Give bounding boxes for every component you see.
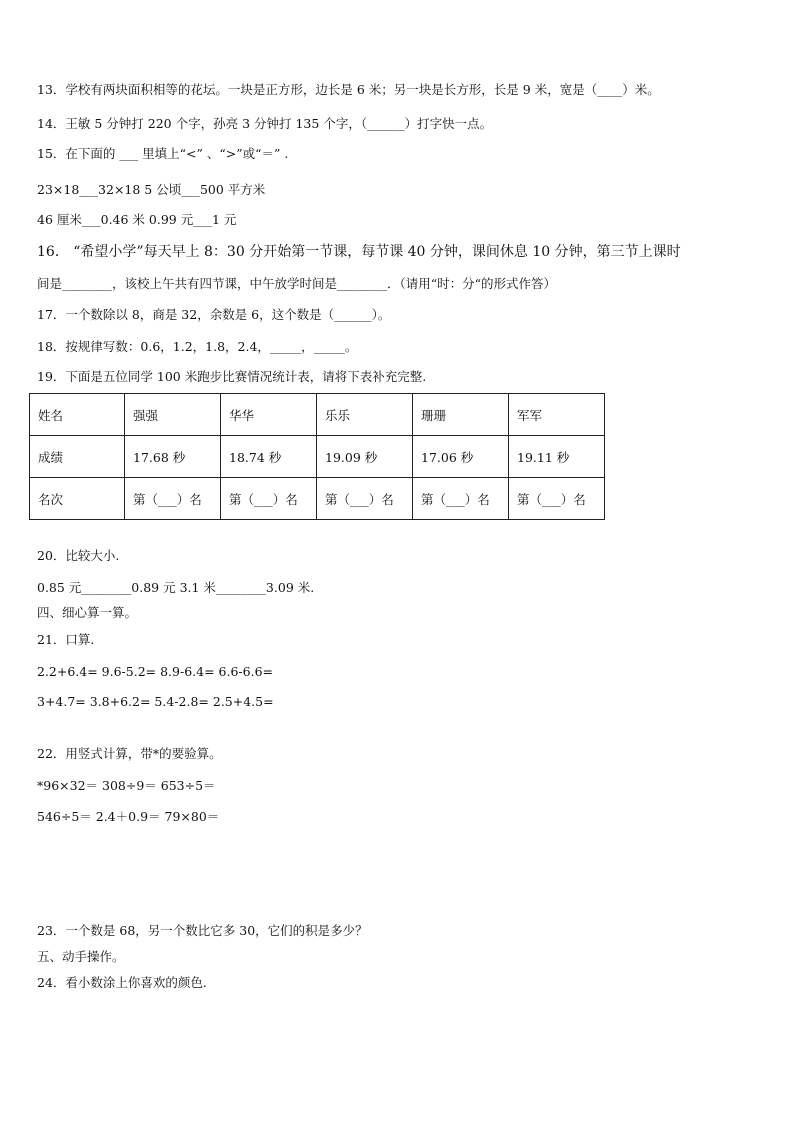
table-row bbox=[30, 394, 605, 436]
question-21-line-2: 3+4.7= 3.8+6.2= 5.4-2.8= 2.5+4.5= bbox=[37, 694, 274, 709]
table-cell: 名次 bbox=[30, 478, 125, 520]
section-4-heading: 四、细心算一算。 bbox=[37, 605, 138, 620]
question-14: 14．王敏 5 分钟打 220 个字，孙亮 3 分钟打 135 个字，（______）打字快一点。 bbox=[37, 116, 493, 131]
question-22-line-2: 546÷5＝ 2.4＋0.9＝ 79×80＝ bbox=[37, 809, 220, 824]
table-cell: 17.68 秒 bbox=[125, 436, 221, 478]
question-13: 13．学校有两块面积相等的花坛。一块是正方形，边长是 6 米；另一块是长方形，长是 9 米，宽是（____）米。 bbox=[37, 82, 660, 97]
question-24: 24．看小数涂上你喜欢的颜色. bbox=[37, 975, 207, 990]
question-22-line-1: *96×32＝ 308÷9＝ 653÷5＝ bbox=[37, 778, 216, 793]
rank-blank-cell[interactable]: 第（___）名 bbox=[125, 478, 221, 520]
question-15: 15．在下面的 ___ 里填上“<” 、“>”或“＝” . bbox=[37, 146, 289, 161]
table-cell: 珊珊 bbox=[413, 394, 509, 436]
question-20: 20．比较大小. bbox=[37, 548, 120, 563]
table-cell: 18.74 秒 bbox=[221, 436, 317, 478]
race-results-table bbox=[29, 393, 605, 520]
table-row bbox=[30, 436, 605, 478]
question-17: 17．一个数除以 8，商是 32，余数是 6，这个数是（______）。 bbox=[37, 307, 391, 322]
question-18: 18．按规律写数：0.6，1.2，1.8，2.4，_____，_____。 bbox=[37, 339, 358, 354]
table-cell: 军军 bbox=[509, 394, 605, 436]
question-15-line-2: 46 厘米___0.46 米 0.99 元___1 元 bbox=[37, 212, 237, 227]
table-cell: 成绩 bbox=[30, 436, 125, 478]
table-cell: 19.09 秒 bbox=[317, 436, 413, 478]
question-21-line-1: 2.2+6.4= 9.6-5.2= 8.9-6.4= 6.6-6.6= bbox=[37, 664, 273, 679]
table-cell: 乐乐 bbox=[317, 394, 413, 436]
question-19: 19．下面是五位同学 100 米跑步比赛情况统计表，请将下表补充完整. bbox=[37, 369, 427, 384]
rank-blank-cell[interactable]: 第（___）名 bbox=[317, 478, 413, 520]
table-cell: 17.06 秒 bbox=[413, 436, 509, 478]
table-cell: 强强 bbox=[125, 394, 221, 436]
rank-blank-cell[interactable]: 第（___）名 bbox=[509, 478, 605, 520]
question-16-line-2: 间是________，该校上午共有四节课，中午放学时间是________．（请用“时：分“的形式作答） bbox=[37, 276, 557, 291]
question-15-line-1: 23×18___32×18 5 公顷___500 平方米 bbox=[37, 182, 266, 197]
question-16-line-1: 16． “希望小学”每天早上 8：30 分开始第一节课，每节课 40 分钟，课间休息 10 分钟，第三节上课时 bbox=[37, 244, 681, 260]
table-row bbox=[30, 478, 605, 520]
question-21: 21．口算. bbox=[37, 632, 95, 647]
table-cell: 19.11 秒 bbox=[509, 436, 605, 478]
section-5-heading: 五、动手操作。 bbox=[37, 949, 125, 964]
question-23: 23．一个数是 68，另一个数比它多 30，它们的积是多少？ bbox=[37, 923, 368, 938]
rank-blank-cell[interactable]: 第（___）名 bbox=[221, 478, 317, 520]
question-20-line-1: 0.85 元________0.89 元 3.1 米________3.09 米. bbox=[37, 580, 315, 595]
table-cell: 华华 bbox=[221, 394, 317, 436]
table-cell: 姓名 bbox=[30, 394, 125, 436]
rank-blank-cell[interactable]: 第（___）名 bbox=[413, 478, 509, 520]
question-22: 22．用竖式计算，带*的要验算。 bbox=[37, 746, 222, 761]
